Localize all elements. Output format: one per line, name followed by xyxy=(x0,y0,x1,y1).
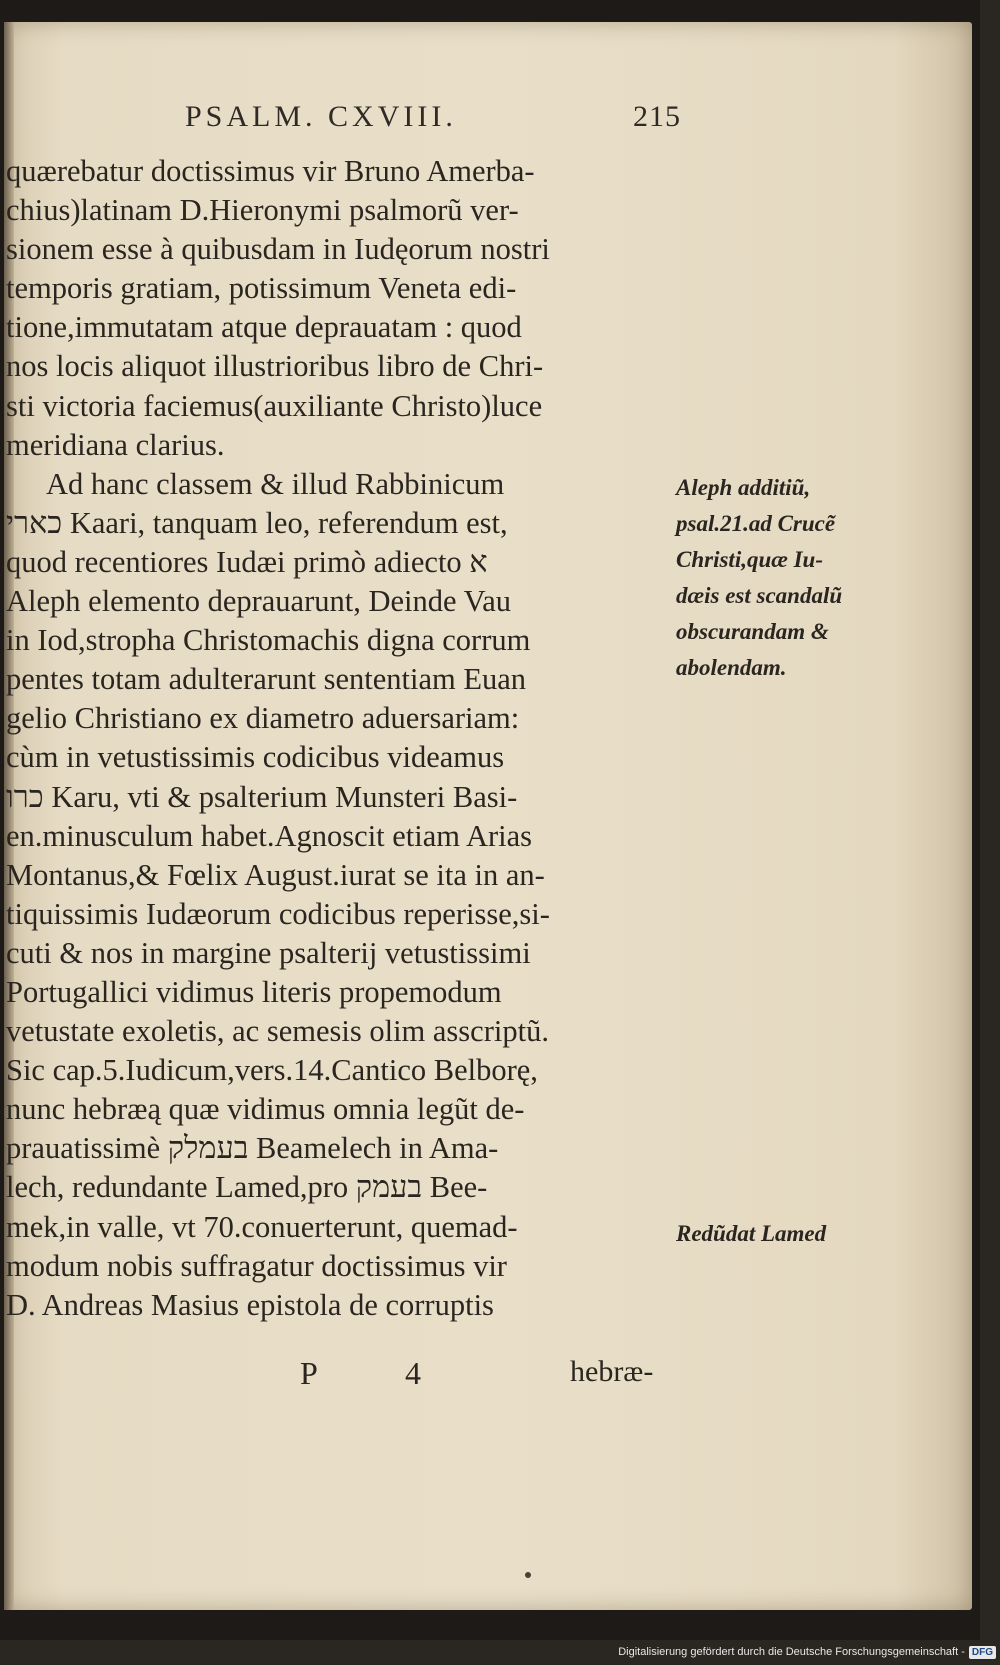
text-line: sionem esse à quibusdam in Iudęorum nostri xyxy=(6,232,550,267)
text-line: gelio Christiano ex diametro aduersariam: xyxy=(6,701,520,736)
ink-speck xyxy=(525,1572,531,1578)
footer-credit: Digitalisierung gefördert durch die Deutsche Forschungsgemeinschaft - xyxy=(618,1646,965,1658)
margin-note-line: Christi,quæ Iu- xyxy=(676,547,824,572)
text-line: Aleph elemento deprauarunt, Deinde Vau xyxy=(6,584,512,619)
text-line: Montanus,& Fœlix August.iurat se ita in an- xyxy=(6,857,545,892)
page-number: 215 xyxy=(633,100,681,133)
text-line: כארי Kaari, tanquam leo, referendum est, xyxy=(6,505,508,540)
text-line: nunc hebræą quæ vidimus omnia legũt de- xyxy=(6,1092,525,1127)
text-line: כרו Karu, vti & psalterium Munsteri Basi- xyxy=(6,779,518,814)
signature-number: 4 xyxy=(405,1355,421,1391)
text-line: vetustate exoletis, ac semesis olim asscriptũ. xyxy=(6,1014,549,1049)
margin-note-line: Aleph additiũ, xyxy=(676,475,811,500)
text-line: cuti & nos in margine psalterij vetustissimi xyxy=(6,935,531,970)
margin-note-line: abolendam. xyxy=(676,655,787,680)
dfg-logo: DFG xyxy=(969,1646,996,1659)
signature-letter: P xyxy=(300,1355,318,1391)
text-line: tione,immutatam atque deprauatam : quod xyxy=(6,310,522,345)
margin-note-aleph xyxy=(676,470,876,686)
margin-note-line: obscurandam & xyxy=(676,619,829,644)
text-line: quærebatur doctissimus vir Bruno Amerba- xyxy=(6,154,535,188)
text-line: temporis gratiam, potissimum Veneta edi- xyxy=(6,271,517,306)
text-line: nos locis aliquot illustrioribus libro de Chri- xyxy=(6,349,544,384)
text-line: mek,in valle, vt 70.conuerterunt, quemad- xyxy=(6,1209,518,1244)
text-line: in Iod,stropha Christomachis digna corrum xyxy=(6,623,531,658)
text-line: lech, redundante Lamed,pro בעמק Bee- xyxy=(6,1170,488,1205)
text-line: Portugallici vidimus literis propemodum xyxy=(6,974,502,1009)
text-line: pentes totam adulterarunt sententiam Euan xyxy=(6,662,527,697)
text-line: meridiana clarius. xyxy=(6,427,225,462)
main-text-block xyxy=(6,152,674,1325)
text-line: prauatissimè בעמלק Beamelech in Ama- xyxy=(6,1131,499,1166)
digitization-footer xyxy=(618,1642,996,1662)
text-line: modum nobis suffragatur doctissimus vir xyxy=(6,1248,507,1283)
text-line: quod recentiores Iudæi primò adiecto א xyxy=(6,544,488,579)
text-line: cùm in vetustissimis codicibus videamus xyxy=(6,740,505,775)
catchword: hebræ- xyxy=(570,1355,654,1388)
margin-note-line: psal.21.ad Crucẽ xyxy=(676,511,836,536)
text-line: sti victoria faciemus(auxiliante Christo)luce xyxy=(6,388,543,423)
text-line: D. Andreas Masius epistola de corruptis xyxy=(6,1287,494,1322)
text-line: tiquissimis Iudæorum codicibus reperisse,si- xyxy=(6,896,550,931)
text-line: chius)latinam D.Hieronymi psalmorũ ver- xyxy=(6,193,519,228)
text-line: Sic cap.5.Iudicum,vers.14.Cantico Belborę, xyxy=(6,1053,538,1088)
text-line: Ad hanc classem & illud Rabbinicum xyxy=(46,466,505,501)
running-title: PSALM. CXVIII. xyxy=(185,100,457,133)
margin-note-lamed: Redũdat Lamed xyxy=(676,1221,827,1246)
margin-note-line: dæis est scandalũ xyxy=(676,583,843,608)
text-line: en.minusculum habet.Agnoscit etiam Arias xyxy=(6,818,533,853)
